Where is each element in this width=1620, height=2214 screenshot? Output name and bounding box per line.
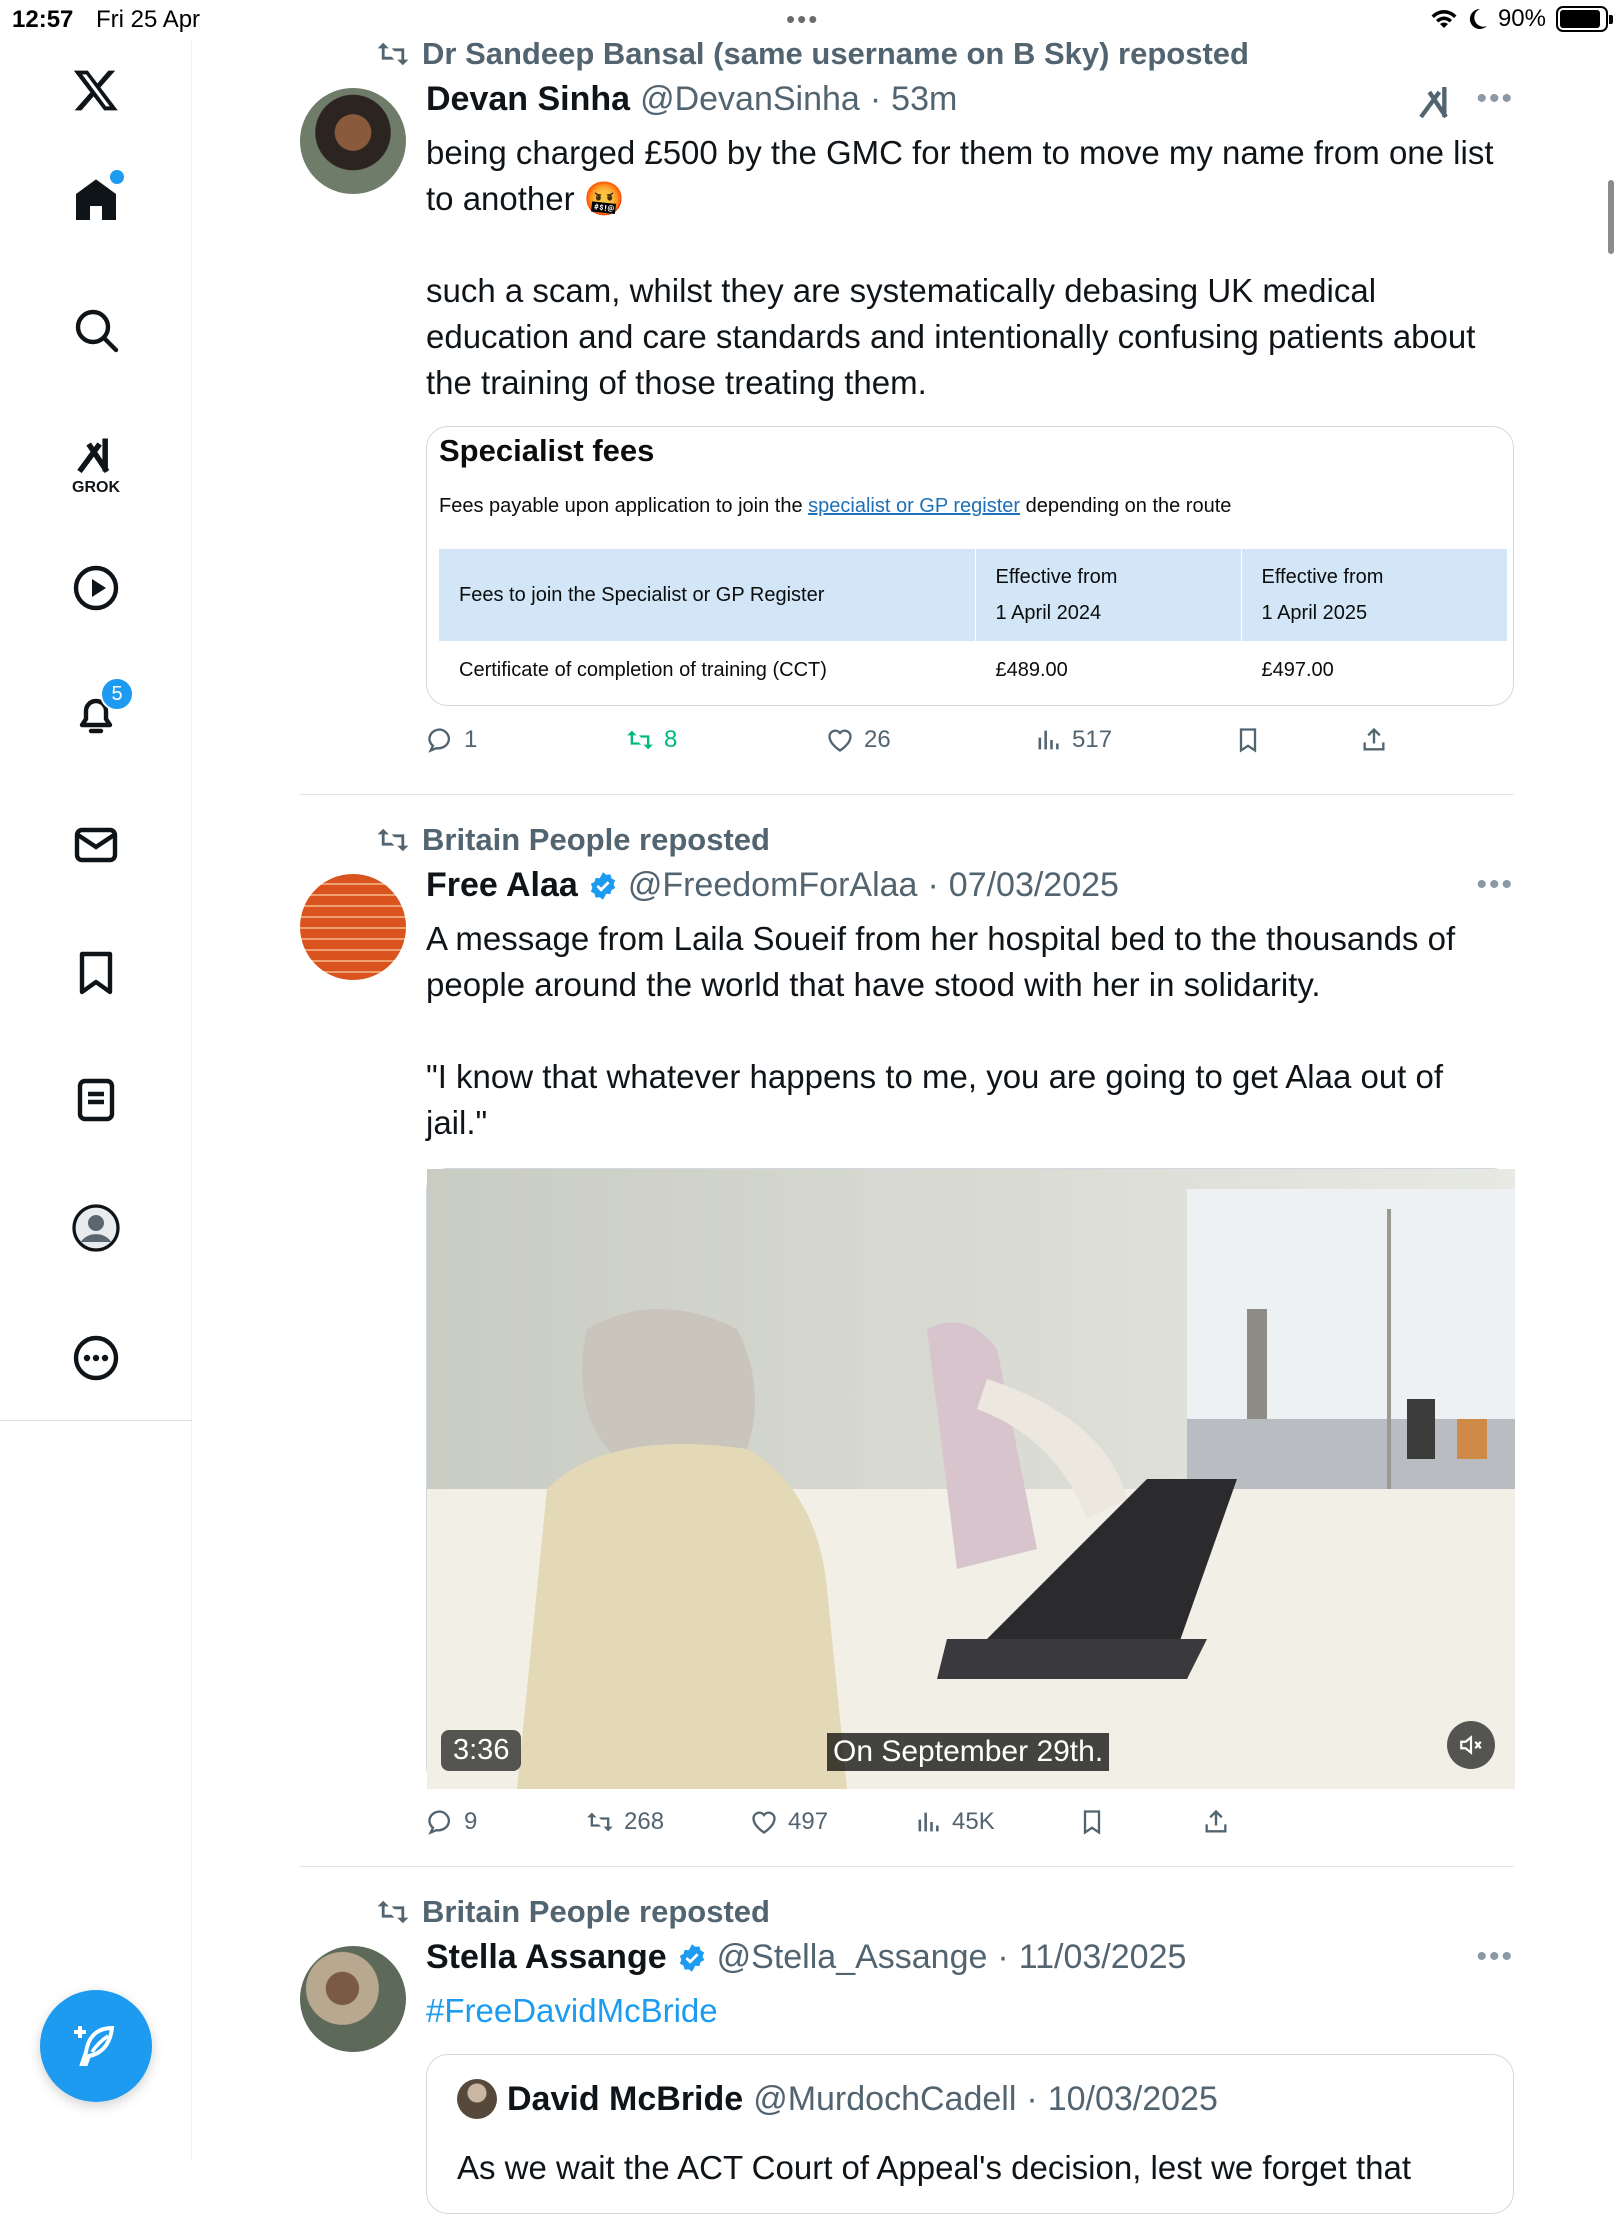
- repost-indicator: [376, 36, 1249, 72]
- like-button[interactable]: [826, 726, 891, 754]
- bookmark-icon: [1234, 726, 1262, 754]
- views-icon: [914, 1808, 942, 1836]
- quoted-author-name: David McBride: [507, 2079, 744, 2118]
- repost-icon: [586, 1808, 614, 1836]
- sidebar-separator: [0, 1420, 192, 1421]
- sidebar-item-home[interactable]: [56, 160, 136, 240]
- table-header-cell: Effective from 1 April 2024: [975, 549, 1241, 641]
- tweet-more-icon[interactable]: •••: [1476, 868, 1514, 901]
- quoted-avatar: [457, 2079, 497, 2119]
- sidebar-item-profile[interactable]: [56, 1188, 136, 1268]
- table-row: [439, 641, 1507, 699]
- sidebar-item-lists[interactable]: [56, 1060, 136, 1140]
- heart-icon: [826, 726, 854, 754]
- table-header-cell: Fees to join the Specialist or GP Register: [439, 549, 975, 641]
- avatar[interactable]: [300, 874, 406, 980]
- status-date: Fri 25 Apr: [96, 6, 201, 33]
- register-link[interactable]: specialist or GP register: [808, 495, 1021, 517]
- more-circle-icon: [72, 1334, 120, 1382]
- reply-count: 1: [464, 726, 478, 753]
- tweet-more-icon[interactable]: •••: [1476, 1940, 1514, 1973]
- like-button[interactable]: [750, 1808, 828, 1836]
- hashtag-link[interactable]: #FreeDavidMcBride: [426, 1992, 718, 2029]
- share-button[interactable]: [1202, 1808, 1230, 1836]
- views-icon: [1034, 726, 1062, 754]
- views-count: 517: [1072, 726, 1113, 753]
- repost-indicator: [376, 1894, 770, 1930]
- tweet-divider: [300, 1866, 1514, 1867]
- tweet-time[interactable]: 11/03/2025: [1018, 1938, 1187, 1976]
- sidebar-item-notifications[interactable]: [56, 675, 136, 755]
- wifi-icon: [1430, 8, 1458, 30]
- quoted-tweet-time: 10/03/2025: [1047, 2079, 1218, 2118]
- reply-button[interactable]: [426, 1808, 477, 1836]
- quoted-tweet[interactable]: [426, 2054, 1514, 2214]
- tweet-time[interactable]: 53m: [891, 80, 958, 118]
- card-subtitle-text: Fees payable upon application to join the: [439, 495, 809, 517]
- table-cell: £497.00: [1241, 641, 1507, 699]
- tweet-divider: [300, 794, 1514, 795]
- tweet-time[interactable]: 07/03/2025: [948, 866, 1119, 904]
- tweet-stella-assange[interactable]: [300, 1894, 1514, 2186]
- share-icon: [1360, 726, 1388, 754]
- table-header-row: [439, 549, 1507, 641]
- sidebar-item-messages[interactable]: [56, 805, 136, 885]
- tweet-text: being charged £500 by the GMC for them to move my name from one list to another 🤬 such a scam, whilst they are systematically debasing UK medical education and care standards and intentionally confusing patients about the training of those treating them.: [426, 134, 1494, 401]
- repost-button[interactable]: [626, 726, 677, 754]
- repost-icon: [376, 826, 410, 854]
- fee-card[interactable]: [426, 426, 1514, 706]
- like-count: 497: [788, 1808, 829, 1835]
- x-logo-icon-glyph: [72, 66, 120, 114]
- table-header-cell: Effective from 1 April 2025: [1241, 549, 1507, 641]
- author-name[interactable]: Free Alaa: [426, 866, 578, 904]
- table-cell: £489.00: [975, 641, 1241, 699]
- avatar[interactable]: [300, 1946, 406, 2052]
- sidebar-item-explore[interactable]: [56, 290, 136, 370]
- status-time: 12:57: [12, 6, 74, 33]
- tweet-header: [426, 866, 1119, 905]
- repost-count: 8: [664, 726, 678, 753]
- quoted-tweet-text: As we wait the ACT Court of Appeal's decision, lest we forget that: [457, 2149, 1412, 2186]
- share-button[interactable]: [1360, 726, 1388, 754]
- tweet-devan-sinha[interactable]: [300, 36, 1514, 796]
- repost-indicator: [376, 822, 770, 858]
- repost-icon: [376, 40, 410, 68]
- sidebar-item-video[interactable]: [56, 548, 136, 628]
- repost-count: 268: [624, 1808, 665, 1835]
- status-bar: [0, 0, 1620, 40]
- table-cell: Certificate of completion of training (CCT): [459, 658, 827, 681]
- dot-separator: ·: [997, 1938, 1009, 1976]
- bookmark-button[interactable]: [1234, 726, 1262, 754]
- bookmark-icon: [1078, 1808, 1106, 1836]
- sidebar-item-more[interactable]: [56, 1318, 136, 1398]
- bookmark-button[interactable]: [1078, 1808, 1106, 1836]
- verified-badge-icon: [588, 871, 618, 901]
- search-icon: [72, 306, 120, 354]
- quoted-tweet-header: [457, 2079, 1218, 2119]
- home-unread-dot: [110, 170, 124, 184]
- views-button[interactable]: [914, 1808, 995, 1836]
- reply-icon: [426, 1808, 454, 1836]
- mail-icon: [72, 821, 120, 869]
- author-handle[interactable]: @Stella_Assange: [716, 1938, 988, 1976]
- card-title: Specialist fees: [439, 433, 655, 468]
- grok-label: GROK: [72, 479, 120, 496]
- status-right: [1430, 5, 1608, 33]
- tweet-text: A message from Laila Soueif from her hospital bed to the thousands of people around the world that have stood with her in solidarity. "I know that whatever happens to me, you are going to get Alaa out of jail.": [426, 920, 1456, 1141]
- share-icon: [1202, 1808, 1230, 1836]
- fee-table: [439, 549, 1507, 699]
- repost-icon: [626, 726, 654, 754]
- video-frame-image: [427, 1169, 1515, 1789]
- video-duration: 3:36: [441, 1730, 521, 1771]
- video-player[interactable]: [426, 1168, 1514, 1788]
- reply-icon: [426, 726, 454, 754]
- sidebar-nav: [0, 40, 192, 2160]
- author-name[interactable]: Devan Sinha: [426, 80, 631, 118]
- avatar[interactable]: [300, 88, 406, 194]
- multitask-dots-icon[interactable]: •••: [786, 4, 820, 34]
- muted-speaker-icon: [1458, 1732, 1484, 1758]
- bookmark-icon: [72, 949, 120, 997]
- verified-badge-icon: [677, 1943, 707, 1973]
- dot-separator: ·: [1026, 2079, 1038, 2118]
- repost-icon: [376, 1898, 410, 1926]
- compose-post-button[interactable]: [40, 1990, 152, 2102]
- reply-count: 9: [464, 1808, 478, 1835]
- profile-avatar-icon: [72, 1204, 120, 1252]
- sidebar-item-bookmarks[interactable]: [56, 933, 136, 1013]
- tweet-header: [426, 80, 957, 119]
- repost-button[interactable]: [586, 1808, 664, 1836]
- tweet-header: [426, 1938, 1186, 1977]
- mute-button[interactable]: [1447, 1721, 1495, 1769]
- list-icon: [72, 1076, 120, 1124]
- notification-badge: 5: [100, 677, 134, 711]
- card-subtitle: [439, 495, 1231, 518]
- battery-icon: [1556, 6, 1608, 32]
- scrollbar[interactable]: [1608, 180, 1614, 254]
- sidebar-item-grok[interactable]: [56, 425, 136, 505]
- card-subtitle-text-end: depending on the route: [1020, 495, 1232, 517]
- reply-button[interactable]: [426, 726, 477, 754]
- tweet-free-alaa[interactable]: [300, 822, 1514, 1862]
- repost-by-text: Britain People reposted: [422, 1894, 770, 1929]
- repost-by-text: Britain People reposted: [422, 822, 770, 857]
- battery-percent: 90%: [1497, 5, 1546, 32]
- grok-explain-icon[interactable]: [1416, 82, 1456, 122]
- like-count: 26: [864, 726, 891, 753]
- video-caption: On September 29th.: [827, 1733, 1109, 1771]
- tweet-more-icon[interactable]: •••: [1476, 82, 1514, 115]
- dot-separator: ·: [927, 866, 939, 904]
- quoted-author-handle: @MurdochCadell: [753, 2079, 1017, 2118]
- moon-icon: [1468, 8, 1488, 30]
- views-count: 45K: [952, 1808, 995, 1835]
- grok-icon: [70, 433, 122, 477]
- author-name[interactable]: Stella Assange: [426, 1938, 667, 1976]
- author-handle[interactable]: @FreedomForAlaa: [627, 866, 918, 904]
- heart-icon: [750, 1808, 778, 1836]
- play-icon: [72, 564, 120, 612]
- x-logo-icon[interactable]: [56, 50, 136, 130]
- compose-feather-icon: [72, 2022, 120, 2070]
- repost-by-text: Dr Sandeep Bansal (same username on B Sky) reposted: [422, 36, 1249, 71]
- author-handle[interactable]: @DevanSinha: [640, 80, 860, 118]
- dot-separator: ·: [869, 80, 882, 118]
- views-button[interactable]: [1034, 726, 1112, 754]
